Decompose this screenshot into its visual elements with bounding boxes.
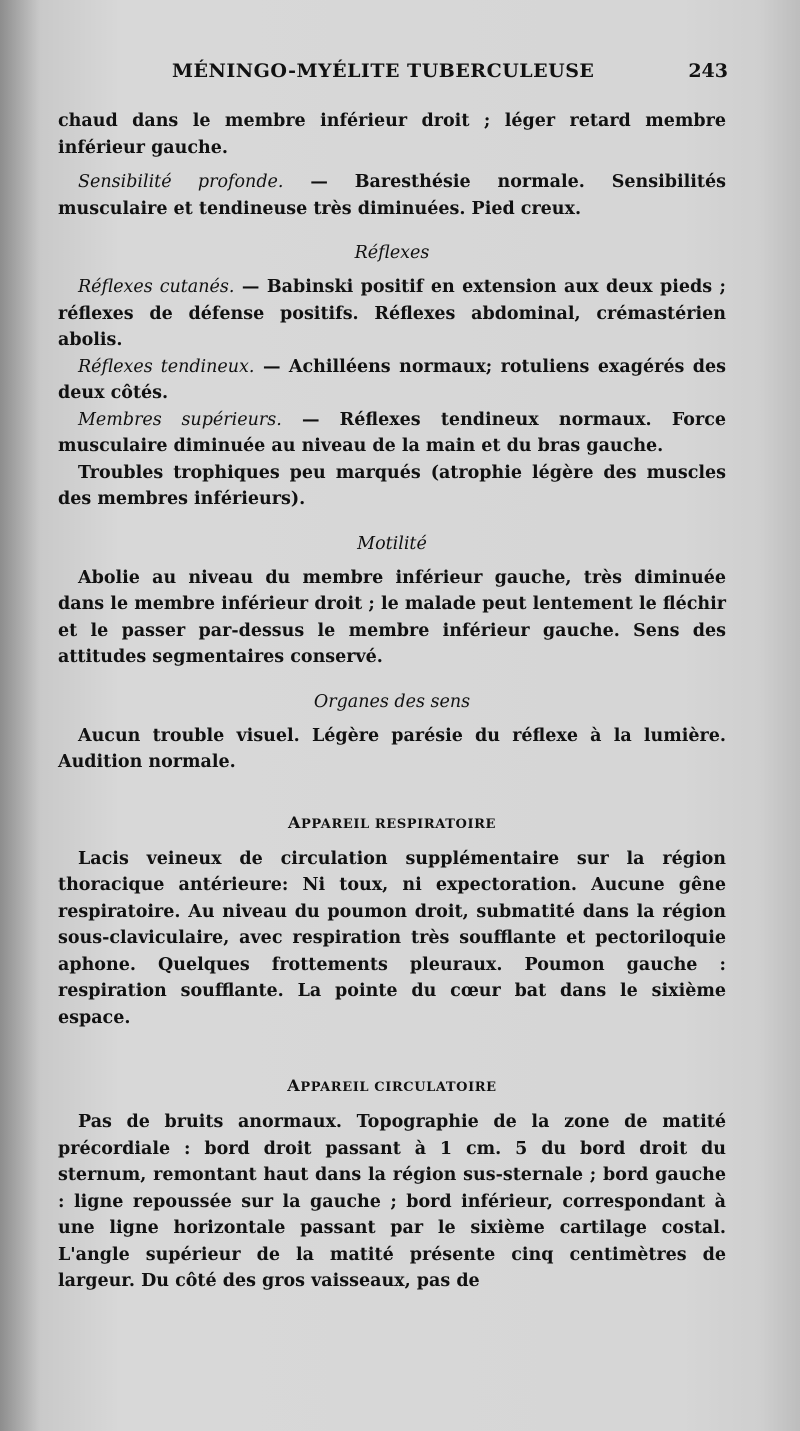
paragraph-text: chaud dans le membre inférieur droit ; léger retard membre inférieur gauche. [58,111,726,158]
paragraph [58,565,726,671]
heading-rest: PPAREIL CIRCULATOIRE [300,1080,497,1095]
page-number: 243 [688,60,728,82]
paragraph-text: — Réflexes tendineux normaux. Force musculaire diminuée au niveau de la main et du bras gauche. [58,409,726,456]
paragraph-label: Membres supérieurs. [78,409,282,430]
paragraph-text: Aucun trouble visuel. Légère parésie du réflexe à la lumière. Audition normale. [58,725,726,772]
paragraph [58,407,726,460]
running-title: MÉNINGO-MYÉLITE TUBERCULEUSE [172,60,595,82]
section-heading-appareil-circulatoire [58,1073,726,1101]
paragraph-label: Réflexes cutanés. [78,277,235,297]
paragraph [58,1109,726,1295]
section-heading-appareil-respiratoire [58,810,726,838]
heading-initial: A [287,812,301,832]
section-heading-reflexes: Réflexes [354,243,430,263]
paragraph-text: Troubles trophiques peu marqués (atrophie légère des muscles des membres inférieurs). [58,462,726,509]
section-heading-motilite: Motilité [357,533,427,554]
heading-rest: PPAREIL RESPIRATOIRE [300,816,497,832]
section-heading-organes-des-sens: Organes des sens [313,691,471,712]
paragraph [58,108,726,161]
heading-initial: A [287,1076,301,1095]
paragraph-text: Pas de bruits anormaux. Topographie de la zone de matité précordiale : bord droit passant à 1 cm. 5 du bord droit du sternum, remontant haut dans la région sus-sternale ; bord gauche : ligne repoussée sur la gauche ; bord inférieur, correspondant à une ligne horizontale passant par le sixième cartilage costal. L'angle supérieur de la matité présente cinq centimètres de largeur. Du côté des gros vaisseaux, pas de [58,1112,726,1291]
paragraph [58,354,726,407]
paragraph-text: — Babinski positif en extension aux deux pieds ; réflexes de défense positifs. Réflexes abdominal, crémastérien abolis. [58,277,726,350]
paragraph-text: — Achilléens normaux; rotuliens exagérés des deux côtés. [58,356,726,403]
paragraph-label: Réflexes tendineux. [78,356,255,377]
paragraph-label: Sensibilité profonde. [78,172,284,192]
paragraph [58,274,726,354]
paragraph [58,723,726,776]
paragraph [58,846,726,1032]
running-head [60,60,728,90]
paragraph-text: — Baresthésie normale. Sensibilités musculaire et tendineuse très diminuées. Pied creux. [58,172,727,219]
paragraph-text: Lacis veineux de circulation supplémentaire sur la région thoracique antérieure: Ni toux, ni expectoration. Aucune gêne respiratoire. Au niveau du poumon droit, submatité dans la région sous-claviculaire, avec respiration très soufflante et pectoriloquie aphone. Quelques frottements pleuraux. Poumon gauche : respiration soufflante. La pointe du cœur bat dans le sixième espace. [58,848,726,1028]
paragraph [58,460,726,513]
paragraph-text: Abolie au niveau du membre inférieur gauche, très diminuée dans le membre inférieur droit ; le malade peut lentement le fléchir et le passer par-dessus le membre inférieur gauche. Sens des attitudes segmentaires conservé. [58,567,726,667]
body-text [58,108,726,1295]
paragraph [58,169,726,222]
